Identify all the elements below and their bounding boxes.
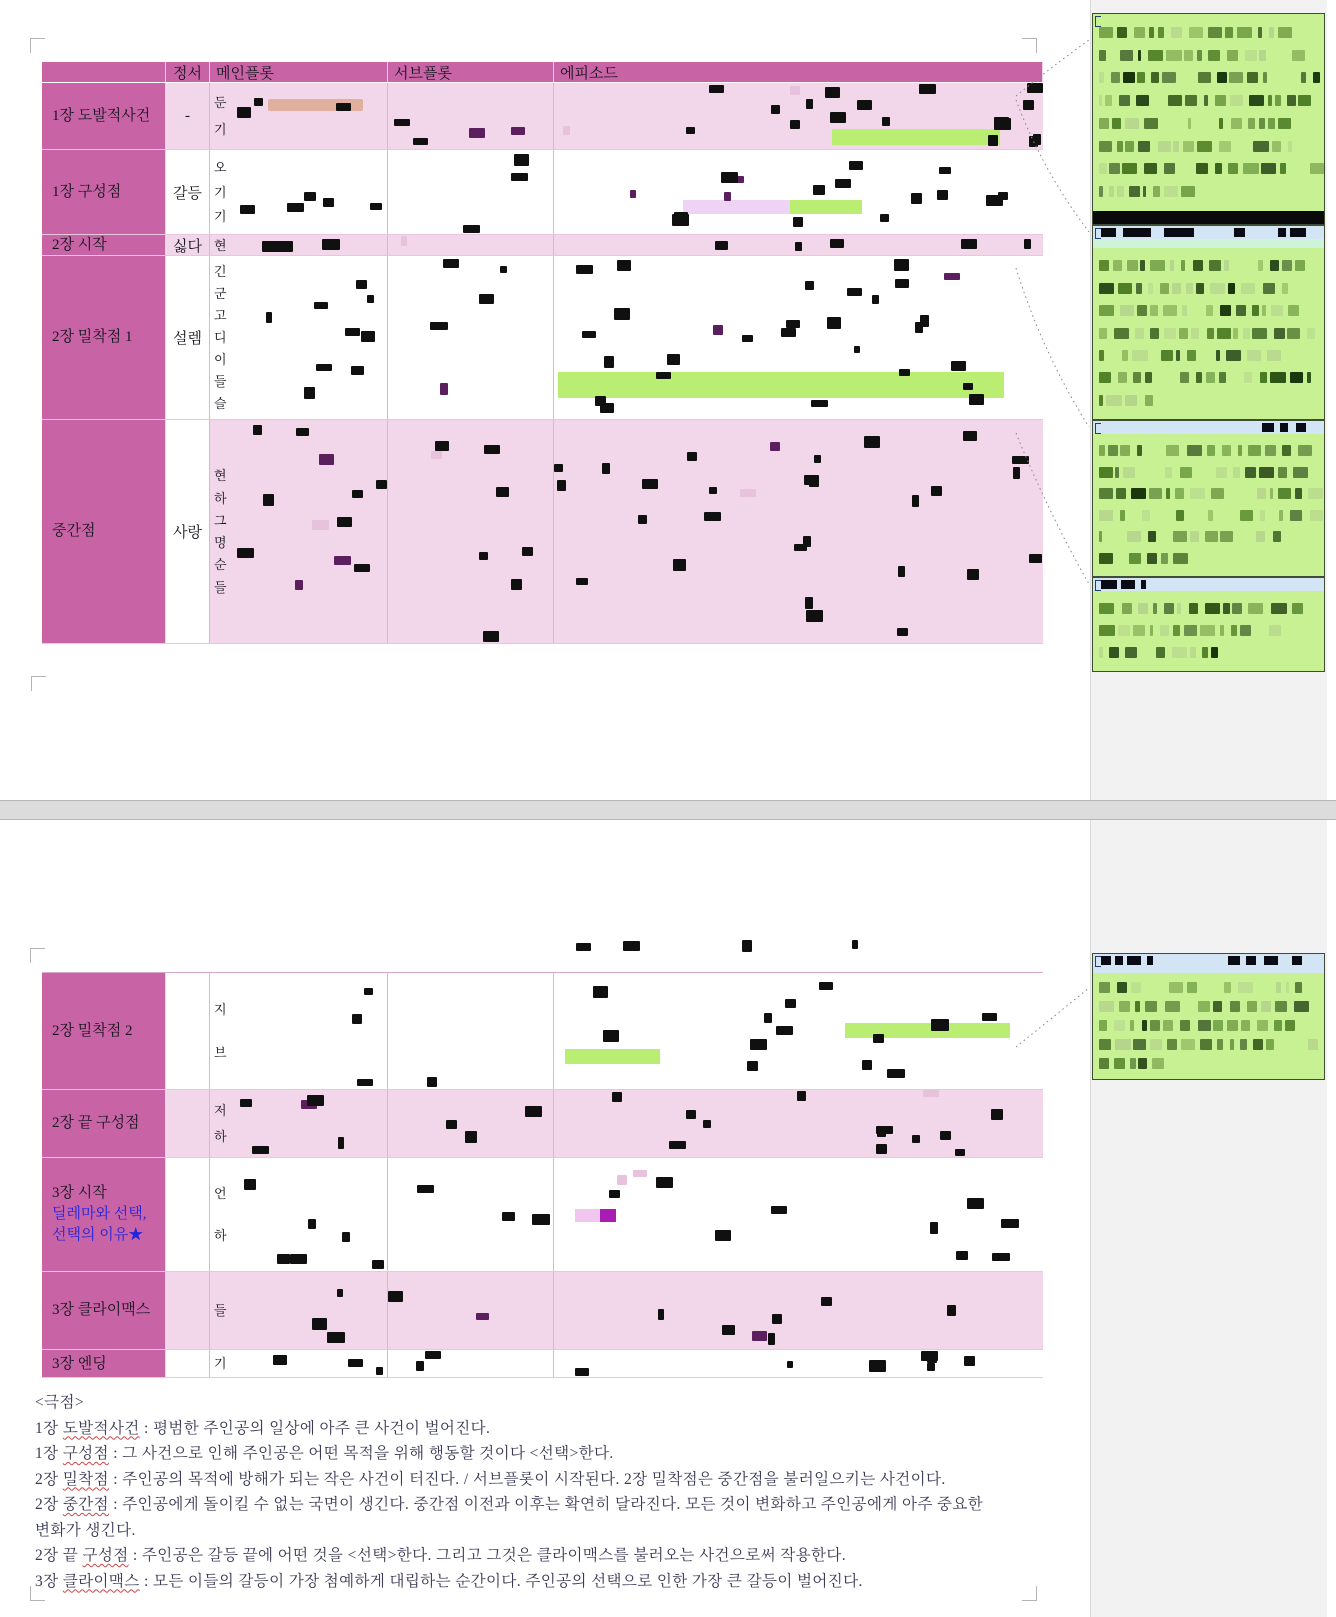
redacted-text-fragments: 기: [214, 1356, 227, 1371]
header-emotion: 정서: [166, 62, 210, 82]
sub-plot-cell[interactable]: [388, 1272, 554, 1349]
page1-corner-mark-bl: [31, 676, 46, 691]
row-sublabel-blue: 선택의 이유★: [52, 1227, 144, 1243]
main-plot-cell[interactable]: [210, 420, 388, 643]
note-line: 변화가 생긴다.: [35, 1521, 136, 1539]
redacted-overflow-line: [558, 939, 1010, 952]
memo-anchor-bracket: [1095, 228, 1101, 239]
emotion-cell: [166, 1272, 210, 1349]
header-main-plot: 메인플롯: [210, 62, 388, 82]
main-plot-cell[interactable]: [210, 1350, 388, 1377]
redacted-text-fragments: 들: [214, 1303, 227, 1318]
header-corner-cell: [42, 62, 166, 82]
page-separator: [0, 800, 1336, 820]
table-row: [42, 1158, 1043, 1272]
table-row: [42, 256, 1043, 420]
note-line: 2장 밀착점 : 주인공의 목적에 방해가 되는 작은 사건이 터진다. / 서브플롯이 시작된다. 2장 밀착점은 중간점을 불러일으키는 사건이다.: [35, 1470, 946, 1488]
episode-cell[interactable]: [554, 973, 1043, 1089]
comment-memo[interactable]: [1092, 953, 1325, 1080]
green-highlight: [565, 1049, 660, 1064]
redacted-text-fragments: 저 하: [214, 1102, 227, 1145]
episode-cell[interactable]: [554, 1272, 1043, 1349]
structure-notes-block[interactable]: [35, 1390, 1040, 1594]
episode-cell[interactable]: [554, 150, 1043, 234]
main-plot-cell[interactable]: [210, 1158, 388, 1271]
story-structure-table-page2: [42, 972, 1043, 1378]
row-label: 2장 끝 구성점: [42, 1090, 166, 1157]
sub-plot-cell[interactable]: [388, 83, 554, 149]
row-label: 2장 밀착점 1: [42, 256, 166, 419]
memo-header: [1093, 421, 1324, 434]
redacted-black-bar: [1093, 211, 1324, 224]
emotion-cell: -: [166, 83, 210, 149]
emotion-cell: [166, 1090, 210, 1157]
table-row: [42, 1272, 1043, 1350]
comment-memo[interactable]: [1092, 13, 1325, 225]
sub-plot-cell[interactable]: [388, 150, 554, 234]
memo-header: [1093, 954, 1324, 973]
green-highlight: [845, 1023, 1010, 1038]
sub-plot-cell[interactable]: [388, 973, 554, 1089]
row-label: 3장 엔딩: [42, 1350, 166, 1377]
emotion-cell: 설렘: [166, 256, 210, 419]
memo-header: [1093, 226, 1324, 239]
lavender-highlight: [683, 200, 791, 214]
emotion-cell: [166, 1350, 210, 1377]
redacted-text-fragments: 지 브: [214, 1002, 227, 1060]
page1-corner-mark-tl: [30, 38, 45, 53]
main-plot-cell[interactable]: [210, 973, 388, 1089]
episode-cell[interactable]: [554, 83, 1043, 149]
emotion-cell: 싫다: [166, 235, 210, 255]
table-row: [42, 1090, 1043, 1158]
emotion-cell: 갈등: [166, 150, 210, 234]
row-label: 2장 밀착점 2: [42, 973, 166, 1089]
redacted-text-fragments: 오 기 기: [214, 160, 227, 224]
main-plot-cell[interactable]: [210, 1090, 388, 1157]
story-structure-table-page1: [42, 62, 1043, 644]
sub-plot-cell[interactable]: [388, 256, 554, 419]
main-plot-cell[interactable]: [210, 1272, 388, 1349]
main-plot-cell[interactable]: [210, 150, 388, 234]
page1-corner-mark-tr: [1022, 38, 1037, 53]
table-row: [42, 973, 1043, 1090]
lavender-highlight: [575, 1209, 600, 1222]
episode-cell[interactable]: [554, 1090, 1043, 1157]
redacted-text-fragments: 둔 기: [214, 95, 227, 137]
memo-anchor-bracket: [1095, 580, 1101, 591]
episode-cell[interactable]: [554, 235, 1043, 255]
notes-title: <극점>: [35, 1394, 85, 1411]
redacted-memo-text: [1093, 973, 1324, 1079]
table-row: [42, 235, 1043, 256]
redacted-memo-text: [1093, 248, 1324, 419]
table-header-row: [42, 62, 1043, 83]
episode-cell[interactable]: [554, 1158, 1043, 1271]
redacted-text-fragments: 언 하: [214, 1186, 227, 1243]
redacted-text-fragments: 현 하 그 명 순 들: [214, 468, 227, 595]
redacted-memo-text: [1093, 14, 1324, 211]
row-sublabel-blue: 딜레마와 선택,: [52, 1206, 147, 1222]
table-row: [42, 83, 1043, 150]
sub-plot-cell[interactable]: [388, 1350, 554, 1377]
main-plot-cell[interactable]: [210, 256, 388, 419]
emotion-cell: [166, 1158, 210, 1271]
header-sub-plot: 서브플롯: [388, 62, 554, 82]
sub-plot-cell[interactable]: [388, 235, 554, 255]
header-episode: 에피소드: [554, 62, 1043, 82]
table-row: [42, 1350, 1043, 1378]
table-row: [42, 420, 1043, 644]
note-line: 2장 중간점 : 주인공에게 돌이킬 수 없는 국면이 생긴다. 중간점 이전과 이후는 확연히 달라진다. 모든 것이 변화하고 주인공에게 아주 중요한: [35, 1496, 984, 1513]
table-row: [42, 150, 1043, 235]
green-highlight: [832, 129, 1000, 145]
row-label: 3장 시작 딜레마와 선택, 선택의 이유★: [42, 1158, 166, 1271]
memo-subheader-strip: [1093, 239, 1324, 248]
episode-cell[interactable]: [554, 420, 1043, 643]
redacted-memo-text: [1093, 434, 1324, 576]
memo-header: [1093, 578, 1324, 591]
note-line: 1장 도발적사건 : 평범한 주인공의 일상에 아주 큰 사건이 벌어진다.: [35, 1419, 491, 1437]
row-label: 1장 도발적사건: [42, 83, 166, 149]
sub-plot-cell[interactable]: [388, 420, 554, 643]
row-label: 1장 구성점: [42, 150, 166, 234]
row-label: 2장 시작: [42, 235, 166, 255]
memo-anchor-bracket: [1095, 16, 1101, 27]
comment-memo[interactable]: [1092, 225, 1325, 420]
row-label: 3장 클라이맥스: [42, 1272, 166, 1349]
green-highlight: [558, 372, 1004, 398]
main-plot-cell[interactable]: [210, 83, 388, 149]
note-line: 3장 클라이맥스 : 모든 이들의 갈등이 가장 첨예하게 대립하는 순간이다. 주인공의 선택으로 인한 가장 큰 갈등이 벌어진다.: [35, 1572, 863, 1590]
row-label: 중간점: [42, 420, 166, 643]
memo-anchor-bracket: [1095, 423, 1101, 434]
comment-memo[interactable]: [1092, 420, 1325, 577]
redacted-memo-text: [1093, 591, 1324, 671]
memo-anchor-bracket: [1095, 956, 1101, 967]
episode-cell[interactable]: [554, 256, 1043, 419]
emotion-cell: [166, 973, 210, 1089]
green-highlight: [790, 200, 862, 214]
sub-plot-cell[interactable]: [388, 1090, 554, 1157]
sub-plot-cell[interactable]: [388, 1158, 554, 1271]
page2-corner-mark-tl: [30, 948, 45, 963]
emotion-cell: 사랑: [166, 420, 210, 643]
redacted-text-fragments: 현: [214, 237, 227, 253]
redacted-text-fragments: 긴 군 고 디 이 들 슬: [214, 264, 227, 411]
purple-mark: [600, 1209, 616, 1222]
note-line: 2장 끝 구성점 : 주인공은 갈등 끝에 어떤 것을 <선택>한다. 그리고 그것은 클라이맥스를 불러오는 사건으로써 작용한다.: [35, 1547, 846, 1564]
main-plot-cell[interactable]: [210, 235, 388, 255]
comment-memo[interactable]: [1092, 577, 1325, 672]
episode-cell[interactable]: [554, 1350, 1043, 1377]
note-line: 1장 구성점 : 그 사건으로 인해 주인공은 어떤 목적을 위해 행동할 것이다 <선택>한다.: [35, 1445, 614, 1462]
